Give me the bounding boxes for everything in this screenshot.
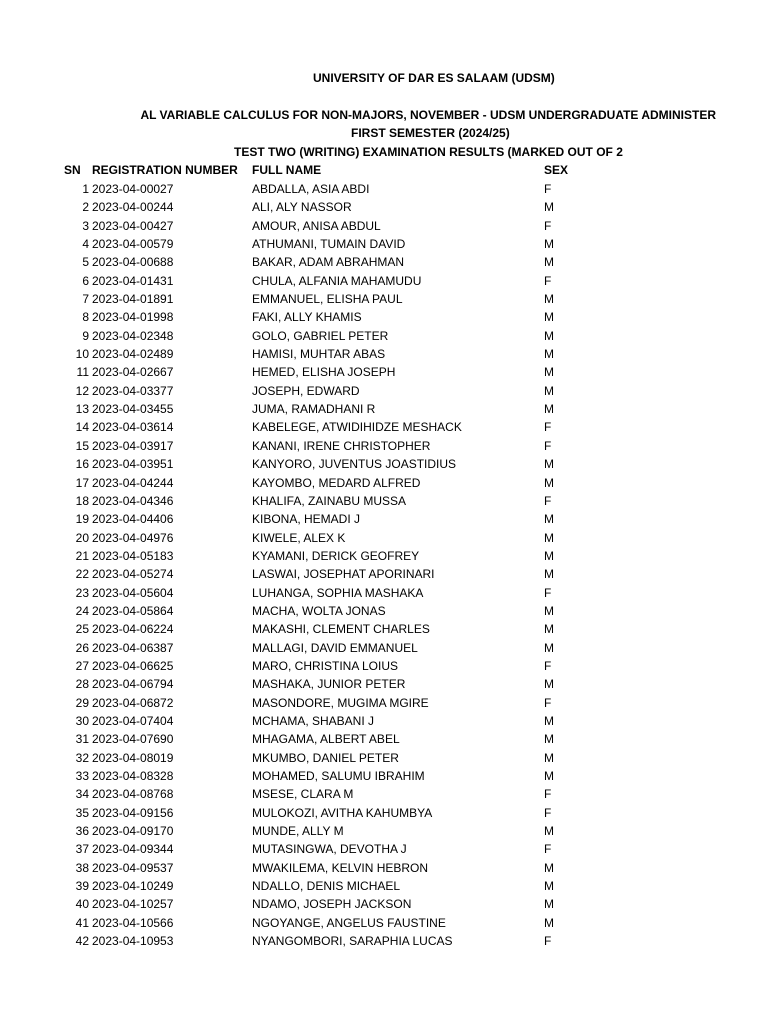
row-sn: 33 xyxy=(75,769,89,783)
row-sex: M xyxy=(544,200,554,215)
row-registration-number: 2023-04-00688 xyxy=(92,255,174,270)
row-full-name: MWAKILEMA, KELVIN HEBRON xyxy=(252,860,429,875)
row-sex: F xyxy=(544,585,552,600)
row-sn: 11 xyxy=(76,365,89,380)
course-title-clip xyxy=(0,108,716,124)
row-sn: 23 xyxy=(75,585,89,600)
table-row xyxy=(0,712,768,730)
course-title: AL VARIABLE CALCULUS FOR NON-MAJORS, NOVEMBER - UDSM UNDERGRADUATE ADMINISTER xyxy=(140,108,716,122)
row-full-name: MASHAKA, JUNIOR PETER xyxy=(252,677,406,692)
column-header-sex: SEX xyxy=(544,163,569,177)
row-sex: M xyxy=(544,897,554,912)
row-registration-number: 2023-04-02489 xyxy=(92,347,174,362)
row-registration-number: 2023-04-02348 xyxy=(92,328,174,343)
table-row xyxy=(0,455,768,473)
row-registration-number: 2023-04-07404 xyxy=(92,713,174,728)
row-full-name: KAYOMBO, MEDARD ALFRED xyxy=(252,475,421,490)
row-sn: 42 xyxy=(75,934,89,949)
table-row xyxy=(0,180,768,198)
row-sn: 26 xyxy=(75,640,89,655)
row-sex: M xyxy=(544,512,554,527)
row-sn: 28 xyxy=(75,677,89,692)
row-sn: 6 xyxy=(82,273,89,288)
row-sex: M xyxy=(544,347,554,362)
row-registration-number: 2023-04-08328 xyxy=(92,769,174,783)
row-full-name: KANANI, IRENE CHRISTOPHER xyxy=(252,438,431,453)
table-row xyxy=(0,510,768,528)
row-sex: M xyxy=(544,567,554,582)
row-sn: 35 xyxy=(75,805,89,820)
row-full-name: MCHAMA, SHABANI J xyxy=(252,713,375,728)
table-row xyxy=(0,418,768,436)
table-row xyxy=(0,474,768,492)
row-registration-number: 2023-04-00579 xyxy=(92,237,174,252)
row-registration-number: 2023-04-04244 xyxy=(92,475,174,490)
row-sex: M xyxy=(544,530,554,545)
semester-title: FIRST SEMESTER (2024/25) xyxy=(351,126,510,140)
row-registration-number: 2023-04-05864 xyxy=(92,603,174,618)
row-full-name: NDALLO, DENIS MICHAEL xyxy=(252,879,401,894)
table-row xyxy=(0,235,768,253)
row-sn: 7 xyxy=(82,292,89,307)
row-sn: 5 xyxy=(82,255,89,270)
row-registration-number: 2023-04-01431 xyxy=(92,273,174,288)
row-registration-number: 2023-04-04346 xyxy=(92,493,174,508)
row-sn: 41 xyxy=(75,915,89,930)
row-sex: M xyxy=(544,310,554,325)
row-full-name: MULOKOZI, AVITHA KAHUMBYA xyxy=(252,805,433,820)
row-full-name: ABDALLA, ASIA ABDI xyxy=(252,182,370,196)
row-sn: 29 xyxy=(75,695,89,710)
row-sn: 10 xyxy=(75,347,89,362)
row-registration-number: 2023-04-09344 xyxy=(92,842,174,857)
row-sex: F xyxy=(544,695,552,710)
row-sex: F xyxy=(544,934,552,949)
row-full-name: MKUMBO, DANIEL PETER xyxy=(252,750,399,765)
row-full-name: EMMANUEL, ELISHA PAUL xyxy=(252,292,403,307)
table-row xyxy=(0,840,768,858)
table-row xyxy=(0,877,768,895)
row-sex: M xyxy=(544,328,554,343)
row-sex: F xyxy=(544,218,552,233)
row-full-name: LUHANGA, SOPHIA MASHAKA xyxy=(252,585,424,600)
table-row xyxy=(0,253,768,271)
table-row xyxy=(0,730,768,748)
row-sn: 4 xyxy=(82,237,89,252)
table-row xyxy=(0,932,768,950)
row-full-name: JOSEPH, EDWARD xyxy=(252,383,360,398)
row-sex: M xyxy=(544,732,554,747)
table-row xyxy=(0,345,768,363)
row-sex: F xyxy=(544,273,552,288)
table-row xyxy=(0,327,768,345)
table-row xyxy=(0,290,768,308)
row-full-name: BAKAR, ADAM ABRAHMAN xyxy=(252,255,405,270)
row-registration-number: 2023-04-10249 xyxy=(92,879,174,894)
table-row xyxy=(0,859,768,877)
row-registration-number: 2023-04-08768 xyxy=(92,787,174,802)
row-registration-number: 2023-04-06872 xyxy=(92,695,174,710)
row-sex: F xyxy=(544,805,552,820)
row-sex: M xyxy=(544,713,554,728)
row-sex: M xyxy=(544,475,554,490)
row-registration-number: 2023-04-05274 xyxy=(92,567,174,582)
row-sex: F xyxy=(544,438,552,453)
row-registration-number: 2023-04-03377 xyxy=(92,383,174,398)
university-title: UNIVERSITY OF DAR ES SALAAM (UDSM) xyxy=(313,71,555,85)
column-header-full-name: FULL NAME xyxy=(252,163,322,177)
row-full-name: MUNDE, ALLY M xyxy=(252,824,344,839)
row-registration-number: 2023-04-01891 xyxy=(92,292,174,307)
row-registration-number: 2023-04-10257 xyxy=(92,897,174,912)
table-row xyxy=(0,492,768,510)
row-registration-number: 2023-04-09156 xyxy=(92,805,174,820)
row-sex: M xyxy=(544,255,554,270)
row-registration-number: 2023-04-09537 xyxy=(92,860,174,875)
table-row xyxy=(0,804,768,822)
table-row xyxy=(0,198,768,216)
table-row xyxy=(0,694,768,712)
row-registration-number: 2023-04-03951 xyxy=(92,457,174,472)
row-sn: 32 xyxy=(75,750,89,765)
row-sex: M xyxy=(544,750,554,765)
row-full-name: HEMED, ELISHA JOSEPH xyxy=(252,365,396,380)
row-full-name: LASWAI, JOSEPHAT APORINARI xyxy=(252,567,435,582)
row-registration-number: 2023-04-00427 xyxy=(92,218,174,233)
row-registration-number: 2023-04-07690 xyxy=(92,732,174,747)
row-sn: 20 xyxy=(75,530,89,545)
row-registration-number: 2023-04-02667 xyxy=(92,365,174,380)
row-full-name: FAKI, ALLY KHAMIS xyxy=(252,310,362,325)
row-registration-number: 2023-04-06224 xyxy=(92,622,174,637)
table-row xyxy=(0,547,768,565)
row-full-name: HAMISI, MUHTAR ABAS xyxy=(252,347,386,362)
row-sn: 21 xyxy=(75,548,89,563)
row-full-name: ATHUMANI, TUMAIN DAVID xyxy=(252,237,406,252)
table-row xyxy=(0,675,768,693)
row-sex: F xyxy=(544,842,552,857)
row-registration-number: 2023-04-03614 xyxy=(92,420,174,435)
row-full-name: AMOUR, ANISA ABDUL xyxy=(252,218,381,233)
row-sn: 16 xyxy=(75,457,89,472)
row-full-name: NGOYANGE, ANGELUS FAUSTINE xyxy=(252,915,446,930)
row-sex: M xyxy=(544,237,554,252)
column-header-registration: REGISTRATION NUMBER xyxy=(92,163,238,177)
row-sn: 31 xyxy=(75,732,89,747)
row-full-name: ALI, ALY NASSOR xyxy=(252,200,352,215)
row-registration-number: 2023-04-00244 xyxy=(92,200,174,215)
table-row xyxy=(0,914,768,932)
table-row xyxy=(0,785,768,803)
row-registration-number: 2023-04-10953 xyxy=(92,934,174,949)
table-row xyxy=(0,895,768,913)
row-sex: F xyxy=(544,787,552,802)
row-sn: 39 xyxy=(75,879,89,894)
row-sex: M xyxy=(544,383,554,398)
table-row xyxy=(0,272,768,290)
table-row xyxy=(0,602,768,620)
row-sn: 2 xyxy=(82,200,89,215)
row-registration-number: 2023-04-08019 xyxy=(92,750,174,765)
table-row xyxy=(0,363,768,381)
row-sex: M xyxy=(544,677,554,692)
row-sex: M xyxy=(544,915,554,930)
row-sn: 25 xyxy=(75,622,89,637)
row-full-name: MHAGAMA, ALBERT ABEL xyxy=(252,732,400,747)
row-sn: 40 xyxy=(75,897,89,912)
row-full-name: KIBONA, HEMADI J xyxy=(252,512,361,527)
row-sn: 38 xyxy=(75,860,89,875)
row-full-name: KIWELE, ALEX K xyxy=(252,530,346,545)
row-sn: 8 xyxy=(82,310,89,325)
row-sex: M xyxy=(544,879,554,894)
table-row xyxy=(0,767,768,785)
row-sn: 24 xyxy=(75,603,89,618)
row-registration-number: 2023-04-10566 xyxy=(92,915,174,930)
row-sex: M xyxy=(544,365,554,380)
row-full-name: MARO, CHRISTINA LOIUS xyxy=(252,658,399,673)
row-registration-number: 2023-04-00027 xyxy=(92,182,174,196)
row-full-name: JUMA, RAMADHANI R xyxy=(252,402,376,417)
row-sn: 37 xyxy=(75,842,89,857)
row-sn: 22 xyxy=(75,567,89,582)
row-full-name: NYANGOMBORI, SARAPHIA LUCAS xyxy=(252,934,453,949)
row-sn: 15 xyxy=(75,438,89,453)
row-registration-number: 2023-04-03455 xyxy=(92,402,174,417)
row-sex: F xyxy=(544,493,552,508)
row-sex: M xyxy=(544,603,554,618)
row-full-name: KABELEGE, ATWIDIHIDZE MESHACK xyxy=(252,420,462,435)
row-registration-number: 2023-04-01998 xyxy=(92,310,174,325)
row-sn: 17 xyxy=(75,475,89,490)
row-registration-number: 2023-04-09170 xyxy=(92,824,174,839)
test-title: TEST TWO (WRITING) EXAMINATION RESULTS (MARKED OUT OF 2 xyxy=(234,145,623,159)
table-row xyxy=(0,217,768,235)
table-row xyxy=(0,382,768,400)
row-sex: F xyxy=(544,182,552,196)
table-row xyxy=(0,657,768,675)
row-sex: M xyxy=(544,548,554,563)
row-registration-number: 2023-04-03917 xyxy=(92,438,174,453)
row-full-name: MSESE, CLARA M xyxy=(252,787,354,802)
row-full-name: MUTASINGWA, DEVOTHA J xyxy=(252,842,407,857)
row-sn: 34 xyxy=(75,787,89,802)
row-registration-number: 2023-04-06387 xyxy=(92,640,174,655)
row-registration-number: 2023-04-05604 xyxy=(92,585,174,600)
row-sn: 1 xyxy=(82,182,89,196)
row-registration-number: 2023-04-04976 xyxy=(92,530,174,545)
row-sn: 13 xyxy=(75,402,89,417)
row-sex: M xyxy=(544,769,554,783)
row-sex: M xyxy=(544,457,554,472)
row-registration-number: 2023-04-04406 xyxy=(92,512,174,527)
table-row xyxy=(0,437,768,455)
table-row xyxy=(0,822,768,840)
row-sn: 30 xyxy=(75,713,89,728)
row-full-name: GOLO, GABRIEL PETER xyxy=(252,328,389,343)
row-sn: 14 xyxy=(75,420,89,435)
row-full-name: CHULA, ALFANIA MAHAMUDU xyxy=(252,273,422,288)
table-row xyxy=(0,584,768,602)
row-sex: M xyxy=(544,824,554,839)
table-row xyxy=(0,639,768,657)
table-row xyxy=(0,529,768,547)
row-registration-number: 2023-04-06794 xyxy=(92,677,174,692)
test-title-clip xyxy=(0,145,623,161)
table-row xyxy=(0,749,768,767)
row-sn: 27 xyxy=(75,658,89,673)
table-row xyxy=(0,400,768,418)
row-sex: F xyxy=(544,658,552,673)
row-sn: 9 xyxy=(82,328,89,343)
row-sn: 36 xyxy=(75,824,89,839)
row-sex: F xyxy=(544,420,552,435)
row-sex: M xyxy=(544,292,554,307)
row-sex: M xyxy=(544,640,554,655)
row-registration-number: 2023-04-06625 xyxy=(92,658,174,673)
row-full-name: KANYORO, JUVENTUS JOASTIDIUS xyxy=(252,457,457,472)
table-row xyxy=(0,620,768,638)
row-full-name: MASONDORE, MUGIMA MGIRE xyxy=(252,695,429,710)
row-sn: 19 xyxy=(75,512,89,527)
row-full-name: MACHA, WOLTA JONAS xyxy=(252,603,386,618)
row-sex: M xyxy=(544,860,554,875)
row-full-name: MOHAMED, SALUMU IBRAHIM xyxy=(252,769,425,783)
row-sn: 3 xyxy=(82,218,89,233)
row-sex: M xyxy=(544,622,554,637)
row-full-name: MAKASHI, CLEMENT CHARLES xyxy=(252,622,430,637)
row-registration-number: 2023-04-05183 xyxy=(92,548,174,563)
row-full-name: KHALIFA, ZAINABU MUSSA xyxy=(252,493,407,508)
column-header-sn: SN xyxy=(64,163,81,177)
row-full-name: MALLAGI, DAVID EMMANUEL xyxy=(252,640,418,655)
table-row xyxy=(0,308,768,326)
row-sn: 18 xyxy=(75,493,89,508)
table-row xyxy=(0,565,768,583)
row-full-name: NDAMO, JOSEPH JACKSON xyxy=(252,897,412,912)
row-sex: M xyxy=(544,402,554,417)
row-full-name: KYAMANI, DERICK GEOFREY xyxy=(252,548,420,563)
row-sn: 12 xyxy=(75,383,89,398)
results-table xyxy=(0,180,768,950)
